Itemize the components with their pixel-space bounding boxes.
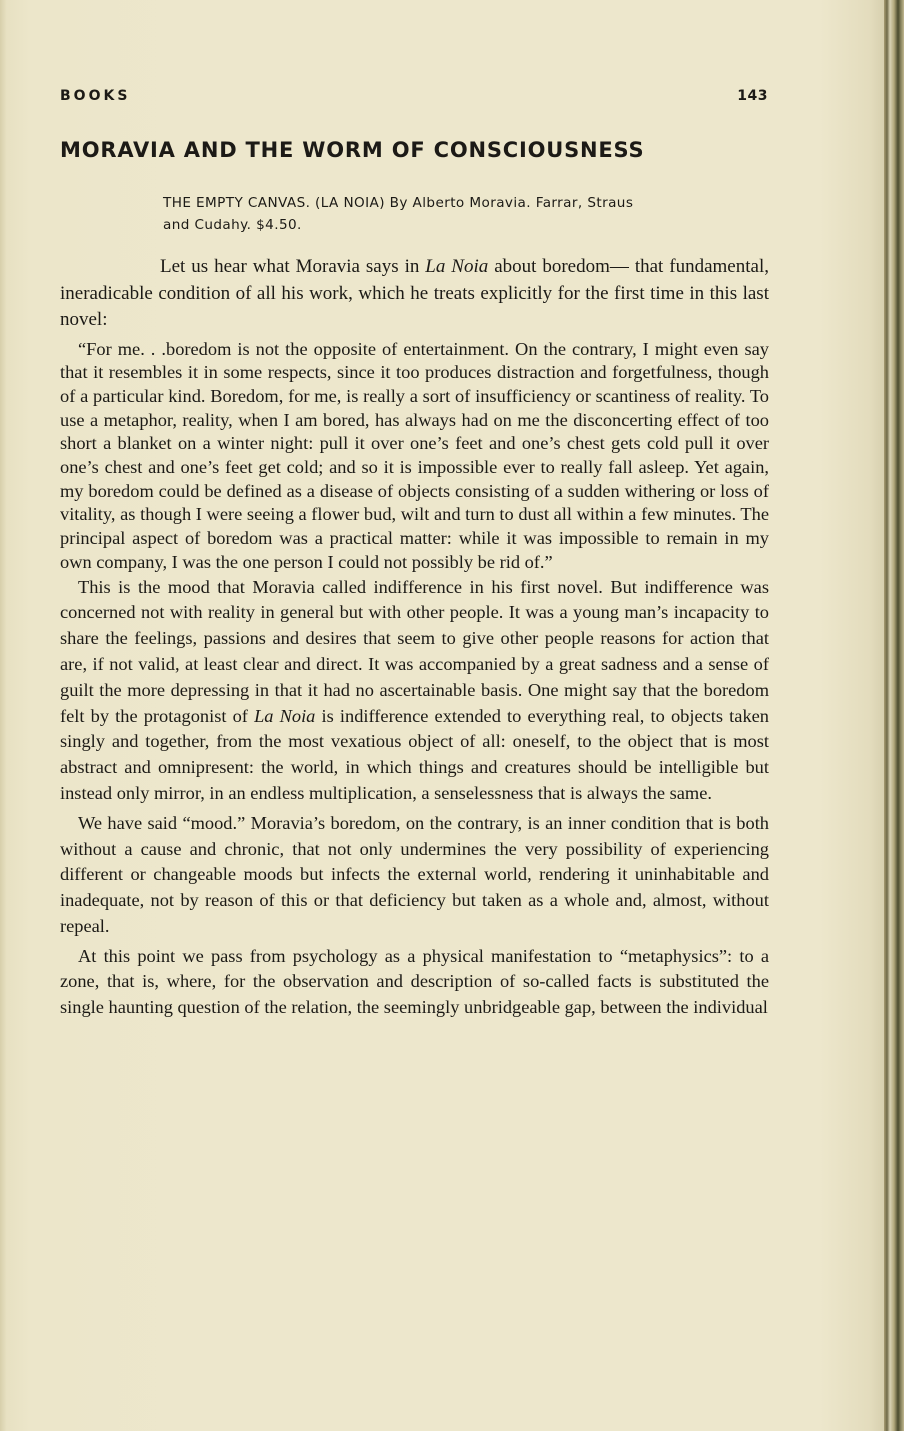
block-quote: “For me. . .boredom is not the opposite of entertainment. On the contrary, I might even say that it resembles it in some respects, since it too produces distraction and forgetfulness, though of a particular kind. Boredom, for me, is really a sort of insufficiency or scantiness of reality. To use a metaphor, reality, when I am bored, has always had on me the disconcerting effect of too short a blanket on a winter night: pull it over one’s feet and one’s chest gets cold pull it over one’s chest and one’s feet get cold; and so it is impossible ever to really fall asleep. Yet again, my boredom could be defined as a disease of objects consisting of a sudden withering or loss of vitality, as though I were seeing a flower bud, wilt and turn to dust all within a few minutes. The principal aspect of boredom was a practical matter: while it was impossible to remain in my own company, I was the one person I could not possibly be rid of.”	[60, 338, 769, 572]
running-head: BOOKS	[60, 88, 131, 104]
citation-line-1: THE EMPTY CANVAS. (LA NOIA) By Alberto Moravia. Farrar, Straus	[163, 195, 634, 211]
page-number: 143	[737, 88, 768, 104]
book-citation	[163, 192, 769, 236]
paragraph-3-book-title: La Noia	[254, 705, 316, 726]
paragraph-3-text-a: This is the mood that Moravia called indifference in his first novel. But indifference was concerned not with reality in general but with other people. It was a young man’s incapacity to share the feelings, passions and desires that seem to give other people reasons for action that are, if not valid, at least clear and direct. It was accompanied by a great sadness and a sense of guilt the more depressing in that it had no ascertainable basis. One might say that the boredom felt by the protagonist of	[60, 576, 769, 726]
paragraph-1-book-title: La Noia	[425, 256, 489, 277]
paragraph-1	[60, 254, 769, 334]
paragraph-1-text-b: about boredom— that fundamental, ineradicable condition of all his work, which he treats explicitly for the first time in this last novel:	[60, 256, 769, 330]
paragraph-1-text-a: Let us hear what Moravia says in	[160, 256, 426, 277]
page-left-edge	[0, 0, 6, 1431]
paragraph-4: We have said “mood.” Moravia’s boredom, on the contrary, is an inner condition that is both without a cause and chronic, that not only undermines the very possibility of experiencing different or changeable moods but infects the external world, rendering it uninhabitable and inadequate, not by reason of this or that deficiency but taken as a whole and, almost, without repeal.	[60, 812, 769, 936]
paragraph-3-text-b: is indifference extended to everything real, to objects taken singly and together, from the most vexatious object of all: oneself, to the object that is most abstract and omnipresent: the world, in which things and creatures should be intelligible but instead only mirror, in an endless multiplication, a senselessness that is always the same.	[60, 705, 769, 803]
paragraph-5: At this point we pass from psychology as a physical manifestation to “metaphysics”: to a zone, that is, where, for the observation and description of so-called facts is substituted the single haunting question of the relation, the seemingly unbridgeable gap, between the individual	[60, 945, 769, 1018]
book-spine-edge	[884, 0, 904, 1431]
article-body	[60, 254, 769, 1021]
paragraph-3	[60, 575, 769, 807]
citation-line-2: and Cudahy. $4.50.	[163, 217, 302, 233]
article-title: MORAVIA AND THE WORM OF CONSCIOUSNESS	[60, 138, 645, 162]
